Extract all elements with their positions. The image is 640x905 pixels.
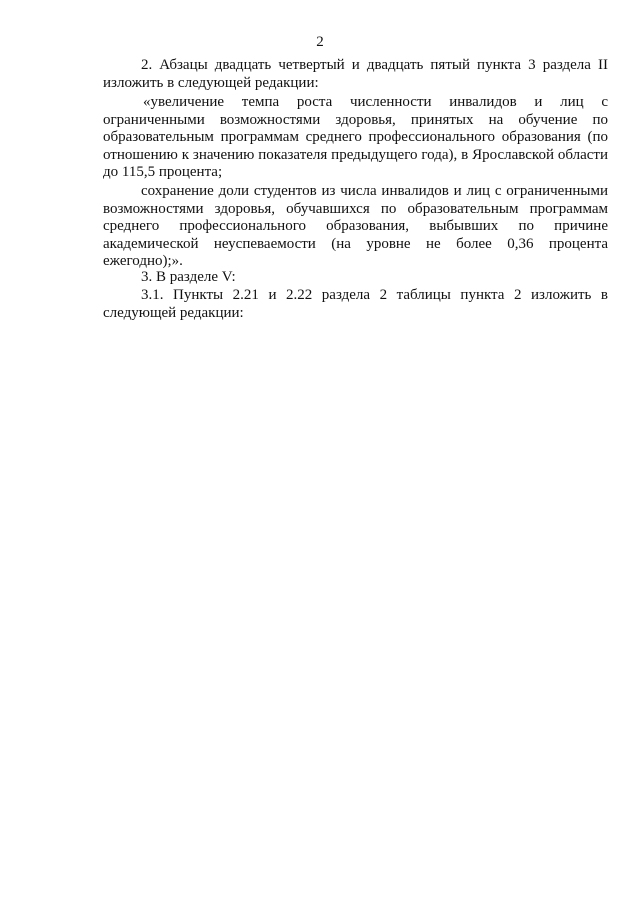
page-number: 2 [316, 34, 324, 50]
paragraph-amendment-2: 2. Абзацы двадцать четвертый и двадцать пятый пункта 3 раздела II изложить в следующей редакции: [103, 57, 608, 91]
paragraph-quote-retention: сохранение доли студентов из числа инвалидов и лиц с ограниченными возможностями здоровья, обучавшихся по образовательным программам среднего профессионального образования, выбывших по причине академической неуспеваемости (на уровне не более 0,36 процента ежегодно);». [103, 183, 608, 270]
paragraph-section-3-1: 3.1. Пункты 2.21 и 2.22 раздела 2 таблицы пункта 2 изложить в следующей редакции: [103, 287, 608, 321]
paragraph-quote-increase: «увеличение темпа роста численности инвалидов и лиц с ограниченными возможностями здоровья, принятых на обучение по образовательным программам среднего профессионального образования (по отношению к значению показателя предыдущего года), в Ярославской области до 115,5 процента; [103, 94, 608, 181]
paragraph-section-3: 3. В разделе V: [141, 269, 236, 285]
